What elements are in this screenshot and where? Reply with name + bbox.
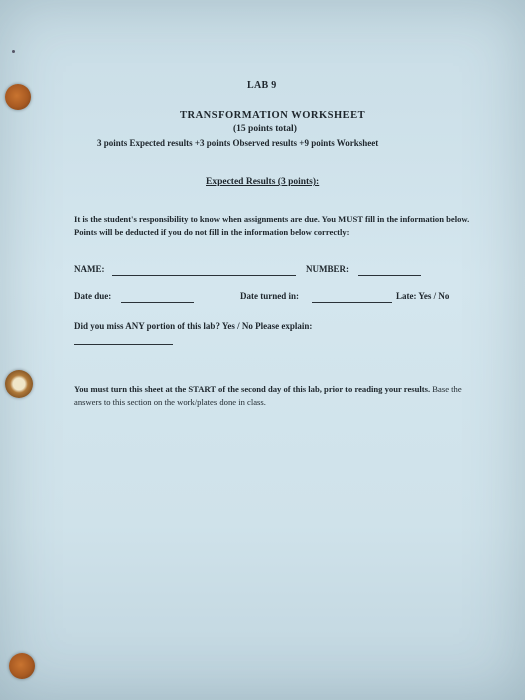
binder-hole-middle — [5, 370, 33, 398]
date-turned-in-field[interactable] — [312, 293, 392, 303]
speck — [12, 50, 15, 53]
explain-field[interactable] — [74, 335, 173, 345]
binder-hole-top — [5, 84, 31, 110]
points-breakdown: 3 points Expected results +3 points Observed results +9 points Worksheet — [97, 138, 379, 148]
final-note — [74, 383, 464, 408]
date-turned-in-label: Date turned in: — [240, 291, 299, 301]
missed-portion-question: Did you miss ANY portion of this lab? Yes / No Please explain: — [74, 321, 313, 331]
number-field[interactable] — [358, 266, 421, 276]
instructions-paragraph: It is the student's responsibility to know when assignments are due. You MUST fill in the information below. Points will be deducted if you do not fill in the information below correctly: — [74, 214, 470, 237]
number-label: NUMBER: — [306, 264, 349, 274]
late-yes-no[interactable]: Late: Yes / No — [396, 291, 450, 301]
name-label: NAME: — [74, 264, 105, 274]
date-due-field[interactable] — [121, 293, 194, 303]
final-note-bold: You must turn this sheet at the START of the second day of this lab, prior to reading your results. — [74, 384, 431, 394]
binder-hole-bottom — [9, 653, 35, 679]
lab-number: LAB 9 — [247, 80, 277, 91]
name-field[interactable] — [112, 266, 296, 276]
points-total: (15 points total) — [233, 124, 297, 134]
worksheet-title: TRANSFORMATION WORKSHEET — [180, 110, 366, 121]
section-heading: Expected Results (3 points): — [206, 177, 320, 187]
date-due-label: Date due: — [74, 291, 112, 301]
final-note-normal: Base the answers to this section on the work/plates done in class. — [74, 384, 462, 407]
